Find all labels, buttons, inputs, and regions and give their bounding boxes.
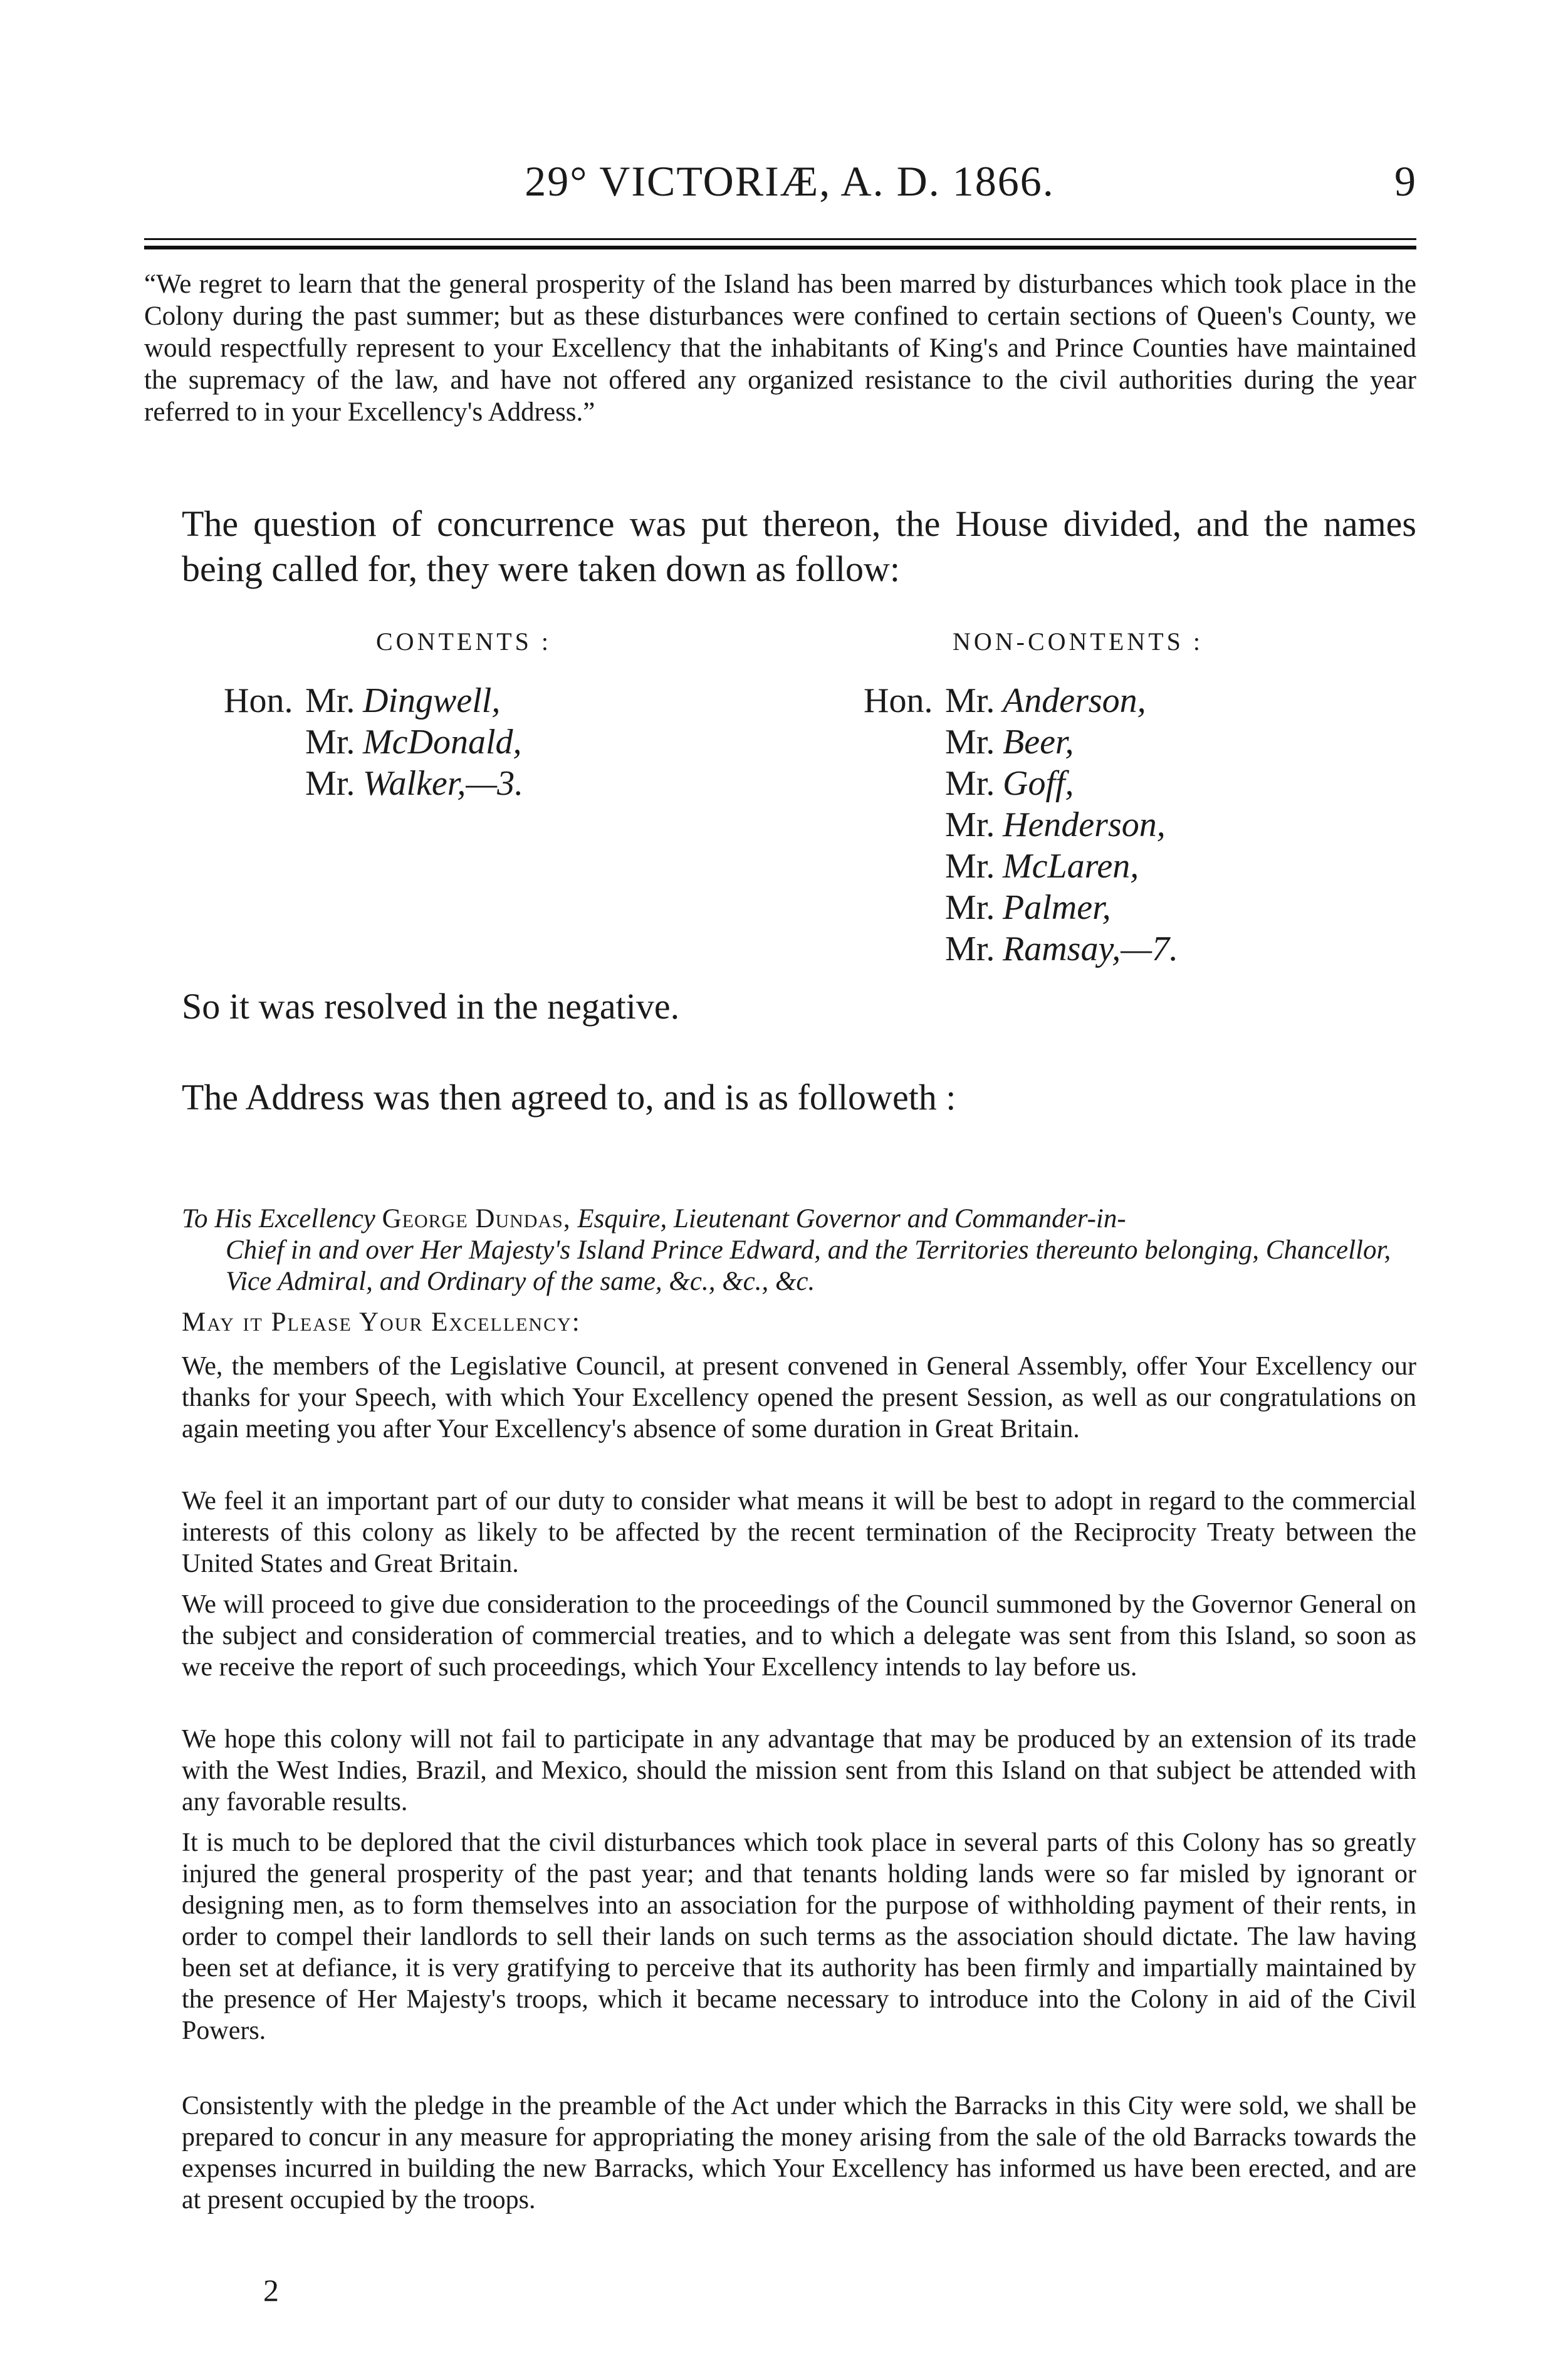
noncontents-member bbox=[864, 804, 1178, 846]
mr-label: Mr. bbox=[945, 930, 995, 968]
noncontents-member bbox=[864, 680, 1178, 721]
signature-mark: 2 bbox=[263, 2273, 279, 2308]
member-name: Walker,—3. bbox=[363, 764, 524, 803]
address-paragraph: We feel it an important part of our duty to consider what means it will be best to adopt in regard to the commercial interests of this colony as likely to be affected by the recent termination of the Reciprocity Treaty between the United States and Great Britain. bbox=[182, 1487, 1416, 1578]
member-name: McDonald, bbox=[363, 723, 522, 762]
member-name: McLaren, bbox=[1003, 847, 1139, 886]
noncontents-member bbox=[864, 763, 1178, 804]
member-name: Anderson, bbox=[1003, 681, 1146, 720]
address-agreed-line: The Address was then agreed to, and is as followeth : bbox=[182, 1077, 956, 1118]
hon-label: Hon. bbox=[864, 681, 933, 720]
member-name: Ramsay,—7. bbox=[1003, 930, 1178, 968]
hon-label: Hon. bbox=[224, 681, 293, 720]
address-paragraph: We, the members of the Legislative Council, at present convened in General Assembly, offer Your Excellency our thanks for your Speech, with which Your Excellency opened the present Session, as well as our congratulations on again meeting you after Your Excellency's absence of some duration in Great Britain. bbox=[182, 1352, 1416, 1443]
address-paragraph: We will proceed to give due consideration to the proceedings of the Council summoned by the Governor General on the subject and consideration of commercial treaties, and to which a delegate was sent from this Island, so soon as we receive the report of such proceedings, which Your Excellency intends to lay before us. bbox=[182, 1590, 1416, 1682]
mr-label: Mr. bbox=[305, 764, 355, 803]
member-name: Goff, bbox=[1003, 764, 1074, 803]
address-to-rest-1: Esquire, Lieutenant Governor and Commander-in- bbox=[577, 1204, 1126, 1234]
member-name: Dingwell, bbox=[363, 681, 501, 720]
noncontents-member bbox=[864, 887, 1178, 928]
mr-label: Mr. bbox=[945, 723, 995, 762]
address-paragraph: It is much to be deplored that the civil disturbances which took place in several parts of this Colony has so greatly injured the general prosperity of the past year; and that tenants holding lands were so far misled by ignorant or designing men, as to form themselves into an association for the purpose of withholding payment of their rents, in order to compel their landlords to sell their lands on such terms as the association should dictate. The law having been set at defiance, it is very gratifying to perceive that its authority has been firmly and impartially maintained by the presence of Her Majesty's troops, which it became necessary to introduce into the Colony in aid of the Civil Powers. bbox=[182, 1828, 1416, 2045]
running-head: 29° VICTORIÆ, A. D. 1866. bbox=[525, 157, 1055, 205]
noncontents-member bbox=[864, 721, 1178, 763]
noncontents-member bbox=[864, 846, 1178, 887]
division-intro: The question of concurrence was put thereon, the House divided, and the names being called for, they were taken down as follow: bbox=[182, 503, 1416, 589]
header-rule-thick bbox=[144, 246, 1416, 249]
address-heading bbox=[182, 1203, 1416, 1297]
governor-name: George Dundas, bbox=[382, 1204, 571, 1234]
header-rule-thin bbox=[144, 238, 1416, 240]
contents-list bbox=[224, 680, 523, 804]
address-to-prefix: To His Excellency bbox=[182, 1204, 375, 1234]
noncontents-list bbox=[864, 680, 1178, 970]
member-name: Palmer, bbox=[1003, 888, 1111, 927]
member-name: Henderson, bbox=[1003, 805, 1166, 844]
mr-label: Mr. bbox=[945, 764, 995, 803]
mr-label: Mr. bbox=[945, 888, 995, 927]
member-name: Beer, bbox=[1003, 723, 1074, 762]
mr-label: Mr. bbox=[945, 847, 995, 886]
address-paragraph: Consistently with the pledge in the preamble of the Act under which the Barracks in this City were sold, we shall be prepared to concur in any measure for appropriating the money arising from the sale of the old Barracks towards the expenses incurred in building the new Barracks, which Your Excellency has informed us have been erected, and are at present occupied by the troops. bbox=[182, 2092, 1416, 2214]
contents-heading: CONTENTS : bbox=[376, 627, 551, 656]
noncontents-member bbox=[864, 928, 1178, 970]
resolution-line: So it was resolved in the negative. bbox=[182, 986, 680, 1027]
address-paragraph: We hope this colony will not fail to participate in any advantage that may be produced by an extension of its trade with the West Indies, Brazil, and Mexico, should the mission sent from this Island on that subject be attended with any favorable results. bbox=[182, 1725, 1416, 1816]
noncontents-heading: NON-CONTENTS : bbox=[953, 627, 1203, 656]
mr-label: Mr. bbox=[945, 805, 995, 844]
mr-label: Mr. bbox=[305, 723, 355, 762]
contents-member bbox=[224, 721, 523, 763]
mr-label: Mr. bbox=[305, 681, 355, 720]
contents-member bbox=[224, 680, 523, 721]
page-number: 9 bbox=[1394, 157, 1416, 205]
quoted-amendment: “We regret to learn that the general prosperity of the Island has been marred by disturbances which took place in the Colony during the past summer; but as these disturbances were confined to certain sections of Queen's County, we would respectfully represent to your Excellency that the inhabitants of King's and Prince Counties have maintained the supremacy of the law, and have not offered any organized resistance to the civil authorities during the year referred to in your Excellency's Address.” bbox=[144, 270, 1416, 427]
address-to-rest-2: Chief in and over Her Majesty's Island Prince Edward, and the Territories thereunto belonging, Chancellor, Vice Admiral, and Ordinary of the same, &c., &c., &c. bbox=[226, 1235, 1391, 1296]
contents-member bbox=[224, 763, 523, 804]
salutation: May it Please Your Excellency: bbox=[182, 1307, 581, 1337]
mr-label: Mr. bbox=[945, 681, 995, 720]
